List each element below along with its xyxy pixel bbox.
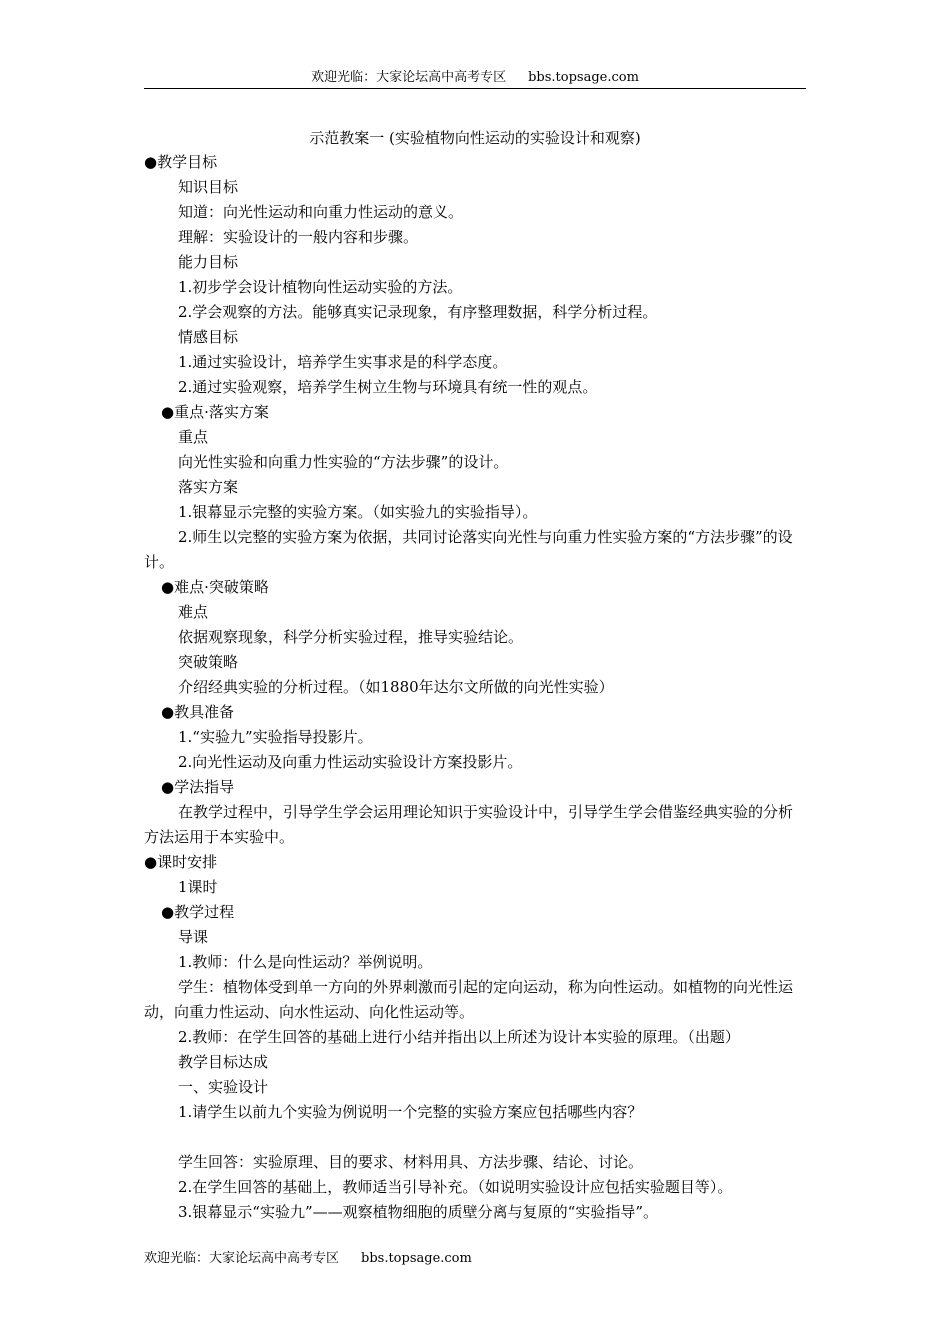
text-line: 导课 [178, 928, 209, 946]
text-line: 突破策略 [178, 653, 239, 671]
text-line: 知识目标 [178, 178, 239, 196]
section-heading: ●教学过程 [161, 903, 235, 921]
text-line: 1.银幕显示完整的实验方案。（如实验九的实验指导）。 [178, 503, 538, 521]
page-header [144, 66, 806, 89]
text-line: 知道：向光性运动和向重力性运动的意义。 [178, 203, 464, 221]
section-heading: ●学法指导 [161, 778, 235, 796]
section-heading: ●课时安排 [144, 853, 218, 871]
text-line: 难点 [178, 603, 209, 621]
text-line: 学生回答：实验原理、目的要求、材料用具、方法步骤、结论、讨论。 [178, 1153, 644, 1171]
text-line: 2.教师：在学生回答的基础上进行小结并指出以上所述为设计本实验的原理。（出题） [178, 1028, 740, 1046]
document-body [144, 150, 806, 1225]
text-line: 2.在学生回答的基础上，教师适当引导补充。（如说明实验设计应包括实验题目等）。 [178, 1178, 733, 1196]
text-line: 向光性实验和向重力性实验的“方法步骤”的设计。 [178, 453, 509, 471]
text-line: 依据观察现象，科学分析实验过程，推导实验结论。 [178, 628, 524, 646]
section-heading: ●重点·落实方案 [161, 403, 269, 421]
text-line: 1.“实验九”实验指导投影片。 [178, 728, 373, 746]
text-line: 1.请学生以前九个实验为例说明一个完整的实验方案应包括哪些内容？ [178, 1103, 643, 1121]
blank-line [144, 1125, 806, 1150]
text-line: 2.师生以完整的实验方案为依据，共同讨论落实向光性与向重力性实验方案的“方法步骤”的设计。 [144, 528, 793, 571]
section-heading: ●难点·突破策略 [161, 578, 269, 596]
text-line: 介绍经典实验的分析过程。（如1880年达尔文所做的向光性实验） [178, 678, 614, 696]
document-title: 示范教案一 (实验植物向性运动的实验设计和观察) [309, 129, 641, 147]
text-line: 重点 [178, 428, 209, 446]
section-heading: ●教具准备 [161, 703, 235, 721]
text-line: 情感目标 [178, 328, 239, 346]
footer-site-link[interactable]: bbs.topsage.com [361, 1251, 472, 1266]
header-welcome: 欢迎光临：大家论坛高中高考专区 [311, 70, 507, 85]
text-line: 教学目标达成 [178, 1053, 269, 1071]
text-line: 1.初步学会设计植物向性运动实验的方法。 [178, 278, 463, 296]
text-line: 2.通过实验观察，培养学生树立生物与环境具有统一性的观点。 [178, 378, 598, 396]
text-line: 理解：实验设计的一般内容和步骤。 [178, 228, 419, 246]
text-line: 2.学会观察的方法。能够真实记录现象，有序整理数据，科学分析过程。 [178, 303, 658, 321]
text-line: 2.向光性运动及向重力性运动实验设计方案投影片。 [178, 753, 523, 771]
page-footer [144, 1247, 472, 1266]
text-line: 1.通过实验设计，培养学生实事求是的科学态度。 [178, 353, 508, 371]
text-line: 在教学过程中，引导学生学会运用理论知识于实验设计中，引导学生学会借鉴经典实验的分析方法运用于本实验中。 [144, 803, 794, 846]
text-line: 3.银幕显示“实验九”——观察植物细胞的质壁分离与复原的“实验指导”。 [178, 1203, 658, 1221]
text-line: 学生：植物体受到单一方向的外界刺激而引起的定向运动，称为向性运动。如植物的向光性运动，向重力性运动、向水性运动、向化性运动等。 [144, 978, 794, 1021]
header-site-link[interactable]: bbs.topsage.com [528, 70, 639, 85]
text-line: 落实方案 [178, 478, 239, 496]
text-line: 一、实验设计 [178, 1078, 269, 1096]
text-line: 能力目标 [178, 253, 239, 271]
text-line: 1课时 [178, 878, 218, 896]
text-line: 1.教师：什么是向性运动？举例说明。 [178, 953, 433, 971]
footer-welcome: 欢迎光临：大家论坛高中高考专区 [144, 1251, 340, 1266]
section-heading: ●教学目标 [144, 153, 218, 171]
